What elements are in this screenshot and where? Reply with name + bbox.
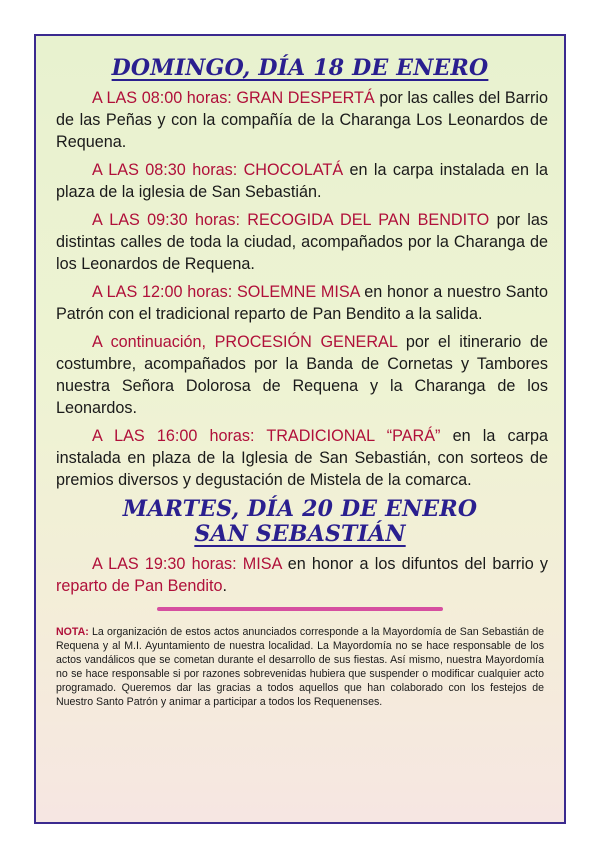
day2-subheading: SAN SEBASTIÁN [194,521,406,547]
event-time-title: A LAS 08:00 horas: GRAN DESPERTÁ [92,89,375,107]
day2-events [36,553,564,597]
event-time-title: A LAS 16:00 horas: TRADICIONAL “PARÁ” [92,427,441,445]
event-description: en la carpa instalada en la plaza de la iglesia de San Sebastián. [56,161,548,201]
day1-heading: DOMINGO, DÍA 18 DE ENERO [111,55,489,81]
event-description: por el itinerario de costumbre, acompañados por la Banda de Cornetas y Tambores nuestra Señora Dolorosa de Requena y la Charanga de los Leonardos. [56,333,548,417]
note-text: La organización de estos actos anunciados corresponde a la Mayordomía de San Sebastián de Requena y al M.I. Ayuntamiento de nuestra localidad. La Mayordomía no se hace responsable de los actos vandálicos que se cometan durante el desarrollo de sus fiestas. Así mismo, nuestra Mayordomía no se hace responsable si por razones sobrevenidas hubiera que suspender o modificar cualquier acto programado. Queremos dar las gracias a todos aquellos que han colaborado con los festejos de Nuestro Santo Patrón y animar a participar a todos los Requenenses. [56,626,544,708]
event-time-title: A LAS 19:30 horas: MISA [92,555,282,573]
event-description: en honor a nuestro Santo Patrón con el tradicional reparto de Pan Bendito a la salida. [56,283,548,323]
event-description: por las calles del Barrio de las Peñas y con la compañía de la Charanga Los Leonardos de Requena. [56,89,548,151]
event-time-title: A LAS 08:30 horas: CHOCOLATÁ [92,161,344,179]
event-highlight: reparto de Pan Bendito [56,577,223,595]
event-time-title: A continuación, PROCESIÓN GENERAL [92,333,398,351]
event-description: en honor a los difuntos del barrio y [281,555,549,573]
event-time-title: A LAS 09:30 horas: RECOGIDA DEL PAN BENDITO [92,211,490,229]
event-misa-difuntos [56,553,548,597]
day1-events [36,87,564,491]
day2-heading: MARTES, DÍA 20 DE ENERO [122,496,478,522]
event-procesion [56,331,548,419]
event-recogida-pan [56,209,548,275]
note-paragraph [56,625,544,709]
event-chocolata [56,159,548,203]
event-solemne-misa [56,281,548,325]
divider-line [157,607,443,611]
event-time-title: A LAS 12:00 horas: SOLEMNE MISA [92,283,360,301]
event-tail: . [222,577,227,595]
event-tradicional-para [56,425,548,491]
event-description: por las distintas calles de toda la ciudad, acompañados por la Charanga de los Leonardos de Requena. [56,211,548,273]
program-page [34,34,566,824]
note-label: NOTA: [56,626,89,638]
event-description: en la carpa instalada en plaza de la Iglesia de San Sebastián, con sorteos de premios diversos y degustación de Mistela de la comarca. [56,427,548,489]
event-gran-desperta [56,87,548,153]
